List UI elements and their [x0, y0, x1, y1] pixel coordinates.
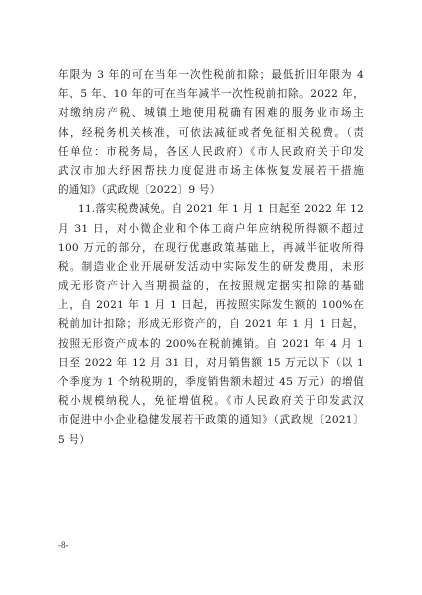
text-line: 100 万元的部分，在现行优惠政策基础上，再减半征收所得	[58, 241, 364, 254]
text-line: 5 号）	[58, 433, 91, 446]
text-line: 市促进中小企业稳健发展若干政策的通知》（武政规〔2021〕	[58, 414, 364, 427]
text-line: 对缴纳房产税、城镇土地使用税确有困难的服务业市场主	[58, 107, 364, 120]
text-line: 税。制造业企业开展研发活动中实际发生的研发费用，未形	[58, 260, 364, 273]
text-line: 任单位：市税务局，各区人民政府）《市人民政府关于印发	[58, 145, 364, 158]
text-line: 年限为 3 年的可在当年一次性税前扣除；最低折旧年限为 4	[58, 69, 364, 81]
text-line: 税小规模纳税人，免征增值税。《市人民政府关于印发武汉	[58, 395, 364, 408]
page-number: -8-	[58, 540, 69, 550]
text-line: 月 31 日，对小微企业和个体工商户年应纳税所得额不超过	[58, 222, 364, 235]
text-line: 税前加计扣除；形成无形资产的，自 2021 年 1 月 1 日起，	[58, 318, 364, 331]
document-body	[58, 66, 364, 450]
text-line: 个季度为 1 个纳税期的，季度销售额未超过 45 万元）的增值	[58, 376, 364, 388]
paragraph-tax-deduction-continued	[58, 66, 364, 200]
text-line: 按照无形资产成本的 200%在税前摊销。自 2021 年 4 月 1	[58, 337, 364, 350]
text-line: 日至 2022 年 12 月 31 日，对月销售额 15 万元以下（以 1	[58, 356, 364, 369]
text-line: 的通知》（武政规〔2022〕9 号）	[58, 184, 221, 197]
text-line: 年、5 年、10 年的可在当年减半一次性税前扣除。2022 年，	[58, 88, 364, 101]
text-line: 成无形资产计入当期损益的，在按照规定据实扣除的基础	[58, 280, 364, 293]
text-line: 上，自 2021 年 1 月 1 日起，再按照实际发生额的 100%在	[58, 299, 364, 312]
text-line: 体，经税务机关核准，可依法减征或者免征相关税费。（责	[58, 126, 364, 139]
text-line: 武汉市加大纾困帮扶力度促进市场主体恢复发展若干措施	[58, 164, 364, 177]
text-line: 11.落实税费减免。自 2021 年 1 月 1 日起至 2022 年 12	[78, 203, 364, 216]
paragraph-item-11-tax-relief	[58, 200, 364, 449]
